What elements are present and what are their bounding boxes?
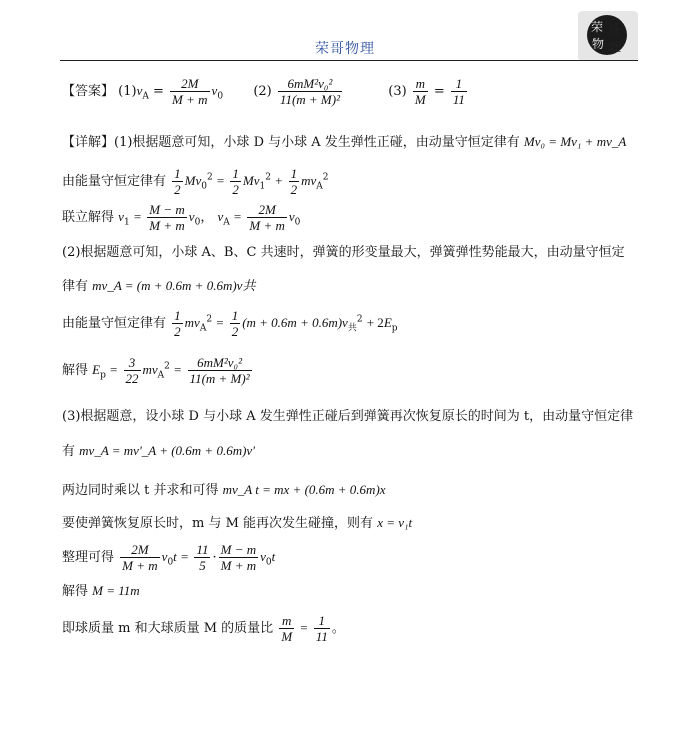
sum-eq: mv_A t = mx + (0.6m + 0.6m)x [222,482,386,497]
detail-line-5 [62,275,255,294]
momentum-eq-3: mv_A = mv'_A + (0.6m + 0.6m)v' [79,443,255,458]
header-rule [60,60,638,61]
detail-line-8: (3)根据题意，设小球 D 与小球 A 发生弹性正碰后到弹簧再次恢复原长的时间为 t，由动量守恒定律 [62,409,634,424]
logo-glyph-2: 哥 [608,22,621,36]
detail-line-2: 由能量守恒定律有 $\frac{1}{2}$ $Mv_0^2$ = $\frac{1}{2}$ $Mv_1^2$ + $\frac{1}{2}$ $mv_A^2$ [62,166,329,197]
detail-text-14: 即球质量 m 和大球质量 M 的质量比 [62,621,274,636]
answer-1-fraction: $\frac{2M}{M + m}$ [172,76,208,107]
logo-glyph-4: 理 [609,40,622,54]
detail-label: 【详解】 [62,135,115,150]
answer-1: $(1)v_A$ = $\frac{2M}{M + m}$ $v_0$ [118,76,224,107]
detail-text-6: 由能量守恒定律有 [62,316,167,331]
detail-text-5: 律有 [62,279,89,294]
answer-3-fraction-left: $\frac{m}{M}$ [414,76,426,107]
logo-glyph-3: 物 [592,37,605,51]
detail-line-10 [62,479,386,498]
final-ratio-left: $\frac{m}{M}$ [281,613,293,644]
detail-line-6: 由能量守恒定律有 $\frac{1}{2}$ $mv_A^2$ = $\frac{1}{2}$ $(m + 0.6m + 0.6m)v_共^2 + 2E_p$ [62,308,398,339]
detail-line-13 [62,580,140,599]
detail-text-3: 联立解得 [62,210,115,225]
detail-text-2: 由能量守恒定律有 [62,174,167,189]
detail-text-12: 整理可得 [62,550,115,565]
detail-text-10: 两边同时乘以 t 并求和可得 [62,483,219,498]
momentum-eq-2: mv_A = (m + 0.6m + 0.6m)v共 [92,278,256,293]
result-eq: M = 11m [92,583,140,598]
detail-line-9 [62,440,255,459]
logo [578,11,638,61]
detail-text-7: 解得 [62,363,89,378]
header-title: 荣哥物理 [315,41,375,57]
detail-line-11 [62,512,412,531]
detail-line-1 [62,131,626,150]
answer-2: (2) $\frac{\text{6mM²v₀²}}{\text{11(m + M)²}}$ [253,76,340,107]
collision-condition: x = v₁t [377,515,413,530]
answer-label: 【答案】 [62,84,115,99]
detail-line-7: 解得 $E_p$ = $\frac{3}{22}$ $mv_A^2$ = $\frac{\text{6mM²v₀²}}{\text{11(m + M)²}}$ [62,355,250,386]
final-ratio-right: $\frac{1}{11}$ [315,613,328,644]
detail-line-14: 即球质量 m 和大球质量 M 的质量比 $\frac{m}{M}$ = $\frac{1}{11}$ 。 [62,613,345,644]
detail-text-1: (1)根据题意可知，小球 D 与小球 A 发生弹性正碰，由动量守恒定律有 [114,135,520,150]
detail-line-12: 整理可得 $\frac{2M}{M + m}$ $v_0t$ = $\frac{11}{5}$ · $\frac{M - m}{M + m}$ $v_0t$ [62,542,276,573]
logo-glyph-1: 荣 [591,20,604,34]
detail-text-13: 解得 [62,584,89,599]
answer-3-fraction-right: $\frac{1}{11}$ [452,76,465,107]
detail-text-9: 有 [62,444,76,459]
detail-line-3: 联立解得 $v_1$ = $\frac{M - m}{M + m}$ $v_0$， $v_A$ = $\frac{2M}{M + m}$ $v_0$ [62,202,301,233]
detail-text-11: 要使弹簧恢复原长时，m 与 M 能再次发生碰撞，则有 [62,516,374,531]
momentum-eq-1: Mv₀ = Mv₁ + mv_A [523,134,627,149]
answer-2-fraction: $\frac{\text{6mM²v₀²}}{\text{11(m + M)²}}$ [279,76,340,107]
answer-line [62,76,469,107]
answer-3: (3) $\frac{m}{M}$ = $\frac{1}{11}$ [388,76,465,107]
detail-line-4: (2)根据题意可知，小球 A、B、C 共速时，弹簧的形变量最大，弹簧弹性势能最大，由动量守恒定 [62,245,625,260]
